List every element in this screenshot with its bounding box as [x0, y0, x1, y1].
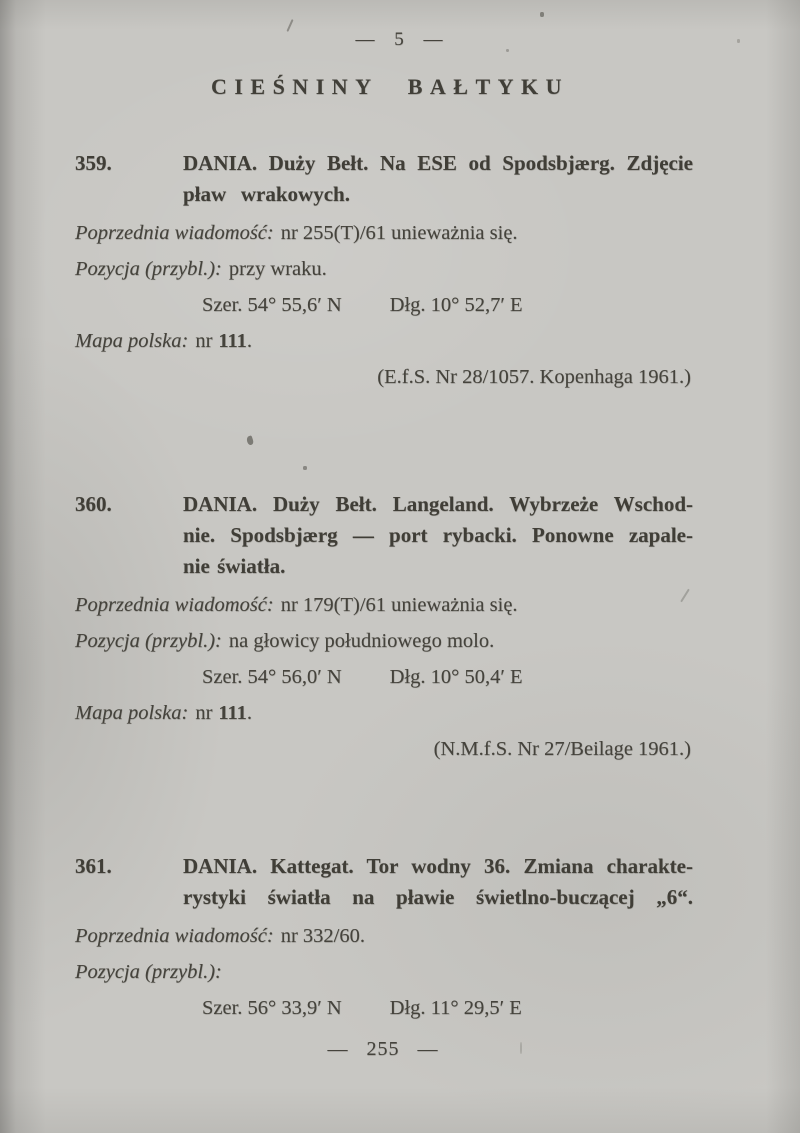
source-reference: (E.f.S. Nr 28/1057. Kopenhaga 1961.)	[377, 366, 691, 388]
latitude-value: Szer. 56° 33,9′ N	[202, 997, 342, 1019]
map-label: Mapa polska:	[75, 702, 189, 724]
previous-notice-value: nr 332/60.	[280, 925, 366, 947]
notice-title-line: rystyki światła na pławie świetlno-buczącej „6“.	[183, 885, 693, 909]
notice-title	[183, 489, 693, 582]
notice-360	[75, 489, 693, 761]
notice-title-line: pław wrakowych.	[183, 182, 350, 206]
position-label: Pozycja (przybl.):	[75, 630, 222, 652]
previous-notice-label: Poprzednia wiadomość:	[75, 594, 274, 616]
notice-number: 359.	[75, 151, 112, 175]
notice-title-line: nie światła.	[183, 554, 286, 578]
map-number: 111	[218, 702, 247, 724]
map-number: 111	[218, 330, 247, 352]
longitude-value: Dłg. 11° 29,5′ E	[389, 997, 522, 1019]
map-value-prefix: nr	[195, 330, 213, 352]
notice-359	[75, 148, 693, 389]
previous-notice-line	[75, 594, 693, 617]
previous-notice-label: Poprzednia wiadomość:	[75, 222, 274, 244]
notice-heading	[75, 489, 693, 582]
previous-notice-line	[75, 925, 693, 948]
source-reference: (N.M.f.S. Nr 27/Beilage 1961.)	[433, 738, 691, 760]
map-line	[75, 330, 693, 353]
latitude-value: Szer. 54° 55,6′ N	[202, 294, 342, 316]
position-line	[75, 258, 693, 281]
notice-number: 360.	[75, 492, 112, 516]
longitude-value: Dłg. 10° 52,7′ E	[389, 294, 523, 316]
scan-speck	[737, 39, 740, 43]
page-number-top: — 5 —	[355, 29, 445, 50]
scan-speck	[506, 49, 509, 52]
coordinates-line	[75, 997, 693, 1020]
map-value-suffix: .	[246, 330, 253, 352]
notice-title-line: DANIA. Duży Bełt. Langeland. Wybrzeże Wschod-	[183, 492, 693, 516]
section-title: CIEŚNINY BAŁTYKU	[210, 74, 570, 99]
notice-heading	[75, 851, 693, 913]
previous-notice-label: Poprzednia wiadomość:	[75, 925, 274, 947]
position-value: na głowicy południowego molo.	[228, 630, 495, 652]
notice-title-line: DANIA. Kattegat. Tor wodny 36. Zmiana charakte-	[183, 854, 693, 878]
position-line	[75, 961, 693, 984]
notice-title	[183, 851, 693, 913]
map-value-prefix: nr	[195, 702, 213, 724]
notice-heading	[75, 148, 693, 210]
coordinates-line	[75, 294, 693, 317]
notice-body	[75, 222, 693, 389]
map-label: Mapa polska:	[75, 330, 189, 352]
notice-361	[75, 851, 693, 1020]
longitude-value: Dłg. 10° 50,4′ E	[389, 666, 523, 688]
position-line	[75, 630, 693, 653]
scan-speck	[520, 1042, 522, 1054]
map-value-suffix: .	[246, 702, 253, 724]
notice-body	[75, 925, 693, 1020]
page-number-bottom: — 255 —	[327, 1038, 439, 1060]
notice-title	[183, 148, 693, 210]
map-line	[75, 702, 693, 725]
previous-notice-value: nr 179(T)/61 unieważnia się.	[280, 594, 518, 616]
scan-speck	[303, 466, 307, 470]
scan-speck	[540, 12, 544, 17]
notice-title-line: DANIA. Duży Bełt. Na ESE od Spodsbjærg. Zdjęcie	[183, 151, 693, 175]
previous-notice-value: nr 255(T)/61 unieważnia się.	[280, 222, 518, 244]
notice-number: 361.	[75, 854, 112, 878]
notice-title-line: nie. Spodsbjærg — port rybacki. Ponowne zapale-	[183, 523, 693, 547]
position-label: Pozycja (przybl.):	[75, 258, 222, 280]
latitude-value: Szer. 54° 56,0′ N	[202, 666, 342, 688]
position-label: Pozycja (przybl.):	[75, 961, 222, 983]
scan-speck	[246, 435, 254, 445]
notice-body	[75, 594, 693, 761]
position-value: przy wraku.	[228, 258, 327, 280]
coordinates-line	[75, 666, 693, 689]
previous-notice-line	[75, 222, 693, 245]
